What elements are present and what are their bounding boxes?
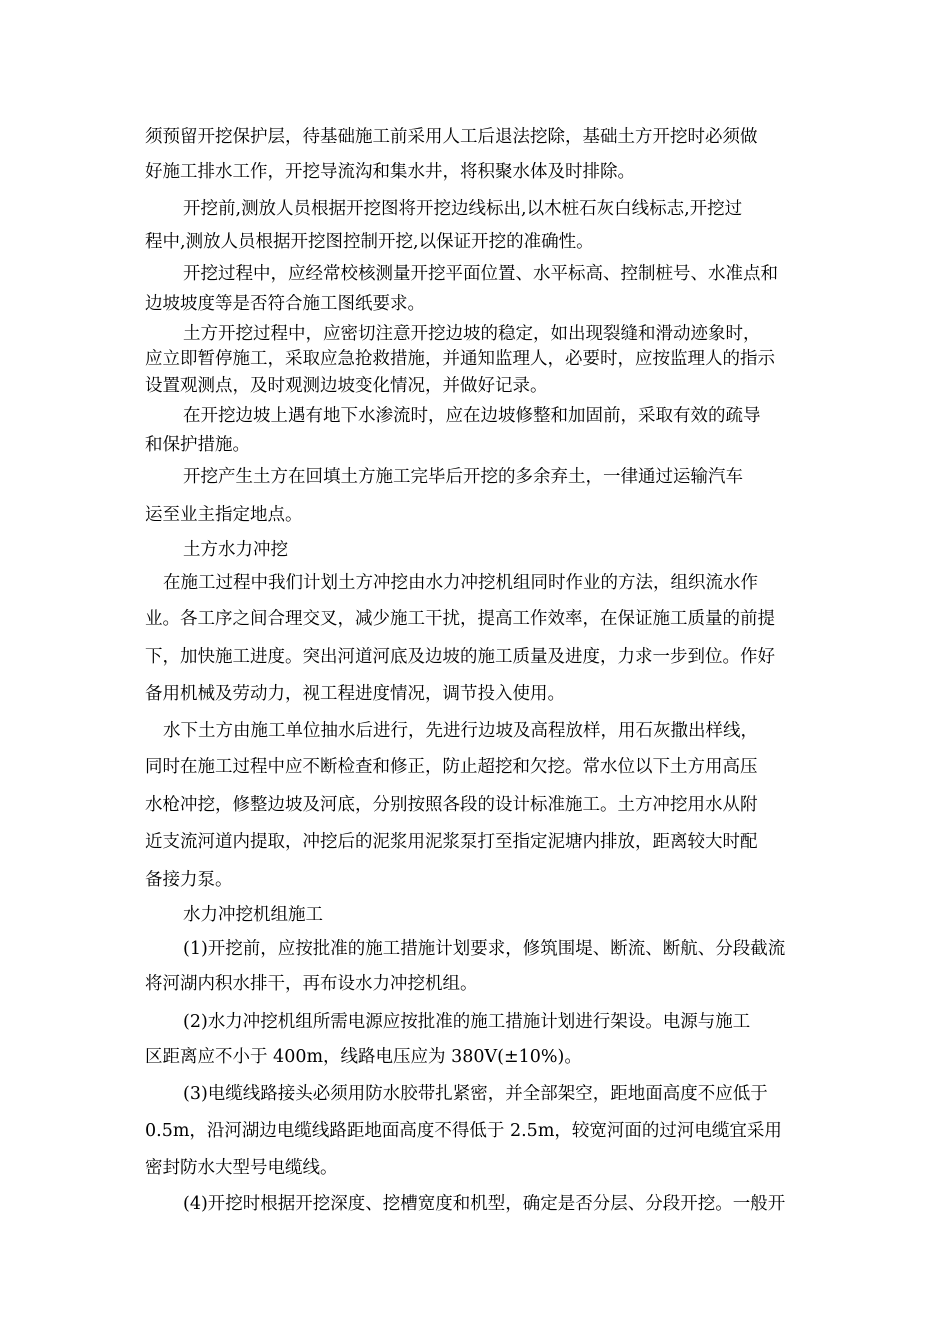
text-line: 边坡坡度等是否符合施工图纸要求。 xyxy=(145,294,425,314)
text-line: 好施工排水工作，开挖导流沟和集水井，将积聚水体及时排除。 xyxy=(145,162,635,182)
text-line: 备用机械及劳动力，视工程进度情况，调节投入使用。 xyxy=(145,684,565,704)
text-line: (3)电缆线路接头必须用防水胶带扎紧密，并全部架空，距地面高度不应低于 xyxy=(183,1084,768,1104)
text-line: 开挖产生土方在回填土方施工完毕后开挖的多余弃土，一律通过运输汽车 xyxy=(183,467,743,487)
text-line: 备接力泵。 xyxy=(145,870,233,890)
text-line: 运至业主指定地点。 xyxy=(145,505,303,525)
text-line: 下，加快施工进度。突出河道河底及边坡的施工质量及进度，力求一步到位。作好 xyxy=(145,647,775,667)
text-line: 业。各工序之间合理交叉，减少施工干扰，提高工作效率，在保证施工质量的前提 xyxy=(145,609,775,629)
text-line: 0.5m，沿河湖边电缆线路距地面高度不得低于 2.5m，较宽河面的过河电缆宜采用 xyxy=(145,1121,782,1141)
text-line: 开挖过程中，应经常校核测量开挖平面位置、水平标高、控制桩号、水准点和 xyxy=(183,264,778,284)
text-line: 土方开挖过程中，应密切注意开挖边坡的稳定，如出现裂缝和滑动迹象时， xyxy=(183,324,761,344)
text-line: 密封防水大型号电缆线。 xyxy=(145,1158,338,1178)
text-line: 应立即暂停施工，采取应急抢救措施，并通知监理人，必要时，应按监理人的指示 xyxy=(145,349,775,369)
section-heading: 水力冲挖机组施工 xyxy=(183,905,323,925)
text-line: 和保护措施。 xyxy=(145,435,250,455)
text-line: 设置观测点，及时观测边坡变化情况，并做好记录。 xyxy=(145,376,548,396)
section-heading: 土方水力冲挖 xyxy=(183,540,288,560)
text-line: (4)开挖时根据开挖深度、挖槽宽度和机型，确定是否分层、分段开挖。一般开 xyxy=(183,1194,786,1214)
text-line: 水下土方由施工单位抽水后进行，先进行边坡及高程放样，用石灰撒出样线， xyxy=(163,721,758,741)
text-line: (1)开挖前，应按批准的施工措施计划要求，修筑围堤、断流、断航、分段截流 xyxy=(183,939,786,959)
text-line: 须预留开挖保护层，待基础施工前采用人工后退法挖除，基础土方开挖时必须做 xyxy=(145,127,758,147)
text-line: 区距离应不小于 400m，线路电压应为 380V(±10%)。 xyxy=(145,1047,582,1067)
text-line: 近支流河道内提取，冲挖后的泥浆用泥浆泵打至指定泥塘内排放，距离较大时配 xyxy=(145,832,758,852)
text-line: 同时在施工过程中应不断检查和修正，防止超挖和欠挖。常水位以下土方用高压 xyxy=(145,757,758,777)
text-line: (2)水力冲挖机组所需电源应按批准的施工措施计划进行架设。电源与施工 xyxy=(183,1012,751,1032)
text-line: 程中,测放人员根据开挖图控制开挖,以保证开挖的准确性。 xyxy=(145,232,594,252)
text-line: 在开挖边坡上遇有地下水渗流时，应在边坡修整和加固前，采取有效的疏导 xyxy=(183,406,761,426)
text-line: 水枪冲挖，修整边坡及河底，分别按照各段的设计标准施工。土方冲挖用水从附 xyxy=(145,795,758,815)
text-line: 在施工过程中我们计划土方冲挖由水力冲挖机组同时作业的方法，组织流水作 xyxy=(163,573,758,593)
text-line: 开挖前,测放人员根据开挖图将开挖边线标出,以木桩石灰白线标志,开挖过 xyxy=(183,199,743,219)
text-line: 将河湖内积水排干，再布设水力冲挖机组。 xyxy=(145,974,478,994)
